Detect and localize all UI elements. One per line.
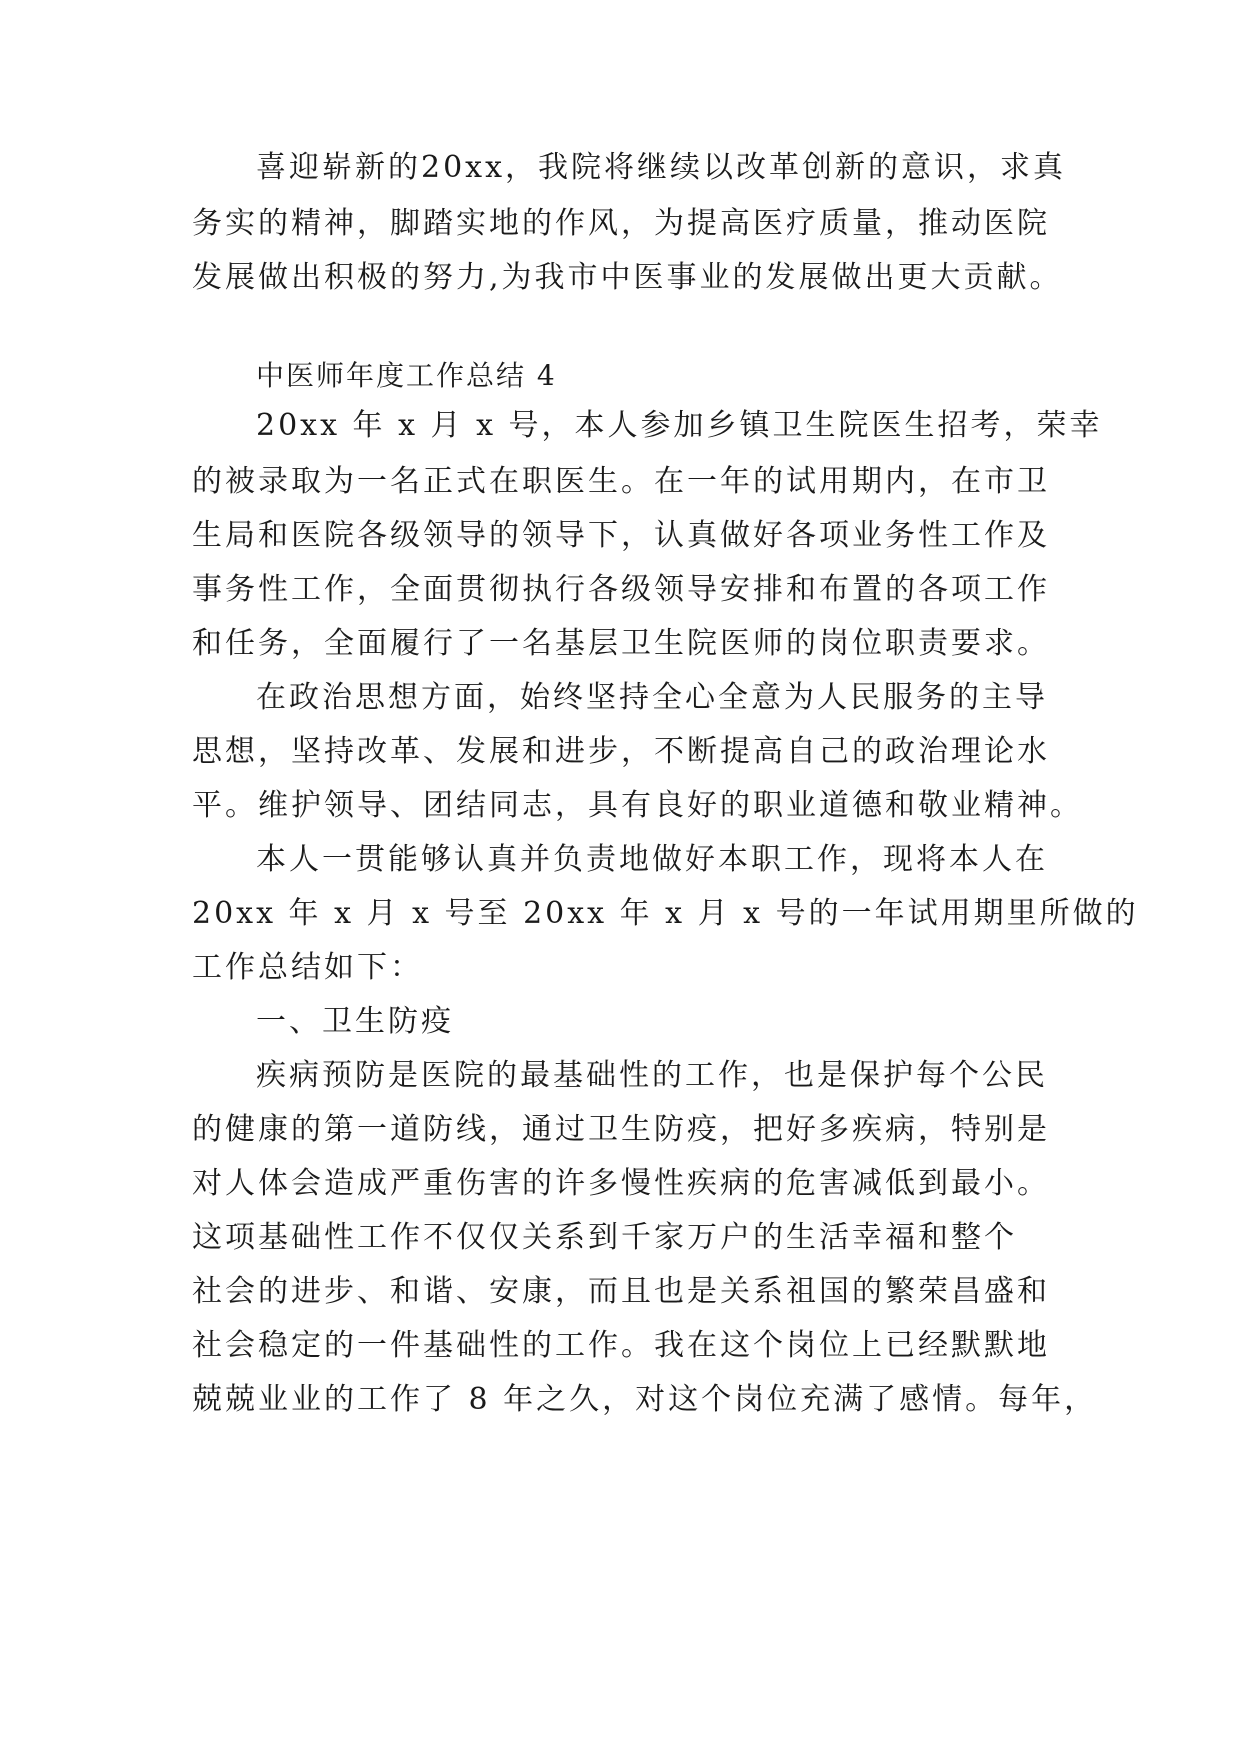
paragraph-line: 平。维护领导、团结同志，具有良好的职业道德和敬业精神。 bbox=[192, 788, 1083, 823]
paragraph-line: 对人体会造成严重伤害的许多慢性疾病的危害减低到最小。 bbox=[192, 1166, 1050, 1201]
paragraph-line: 20xx 年 x 月 x 号，本人参加乡镇卫生院医生招考，荣幸 bbox=[256, 408, 1103, 443]
paragraph-line: 的被录取为一名正式在职医生。在一年的试用期内，在市卫 bbox=[192, 464, 1050, 499]
subheading: 一、卫生防疫 bbox=[256, 1004, 454, 1039]
paragraph-line: 思想，坚持改革、发展和进步，不断提高自己的政治理论水 bbox=[192, 734, 1050, 769]
paragraph-line: 在政治思想方面，始终坚持全心全意为人民服务的主导 bbox=[256, 680, 1048, 715]
paragraph-line: 和任务，全面履行了一名基层卫生院医师的岗位职责要求。 bbox=[192, 626, 1050, 661]
paragraph-line: 这项基础性工作不仅仅关系到千家万户的生活幸福和整个 bbox=[192, 1220, 1017, 1255]
paragraph-line: 喜迎崭新的20xx，我院将继续以改革创新的意识，求真 bbox=[256, 150, 1067, 185]
paragraph-line: 社会的进步、和谐、安康，而且也是关系祖国的繁荣昌盛和 bbox=[192, 1274, 1050, 1309]
paragraph-line: 的健康的第一道防线，通过卫生防疫，把好多疾病，特别是 bbox=[192, 1112, 1050, 1147]
paragraph-line: 兢兢业业的工作了 8 年之久，对这个岗位充满了感情。每年， bbox=[192, 1382, 1098, 1417]
paragraph-line: 20xx 年 x 月 x 号至 20xx 年 x 月 x 号的一年试用期里所做的 bbox=[192, 896, 1139, 931]
paragraph-line: 工作总结如下： bbox=[192, 950, 423, 985]
paragraph-line: 本人一贯能够认真并负责地做好本职工作，现将本人在 bbox=[256, 842, 1048, 877]
paragraph-line: 事务性工作，全面贯彻执行各级领导安排和布置的各项工作 bbox=[192, 572, 1050, 607]
paragraph-line: 疾病预防是医院的最基础性的工作，也是保护每个公民 bbox=[256, 1058, 1048, 1093]
paragraph-line: 社会稳定的一件基础性的工作。我在这个岗位上已经默默地 bbox=[192, 1328, 1050, 1363]
paragraph-line: 生局和医院各级领导的领导下，认真做好各项业务性工作及 bbox=[192, 518, 1050, 553]
paragraph-line: 发展做出积极的努力,为我市中医事业的发展做出更大贡献。 bbox=[192, 260, 1063, 295]
section-heading: 中医师年度工作总结 4 bbox=[256, 359, 557, 392]
paragraph-line: 务实的精神，脚踏实地的作风，为提高医疗质量，推动医院 bbox=[192, 206, 1050, 241]
